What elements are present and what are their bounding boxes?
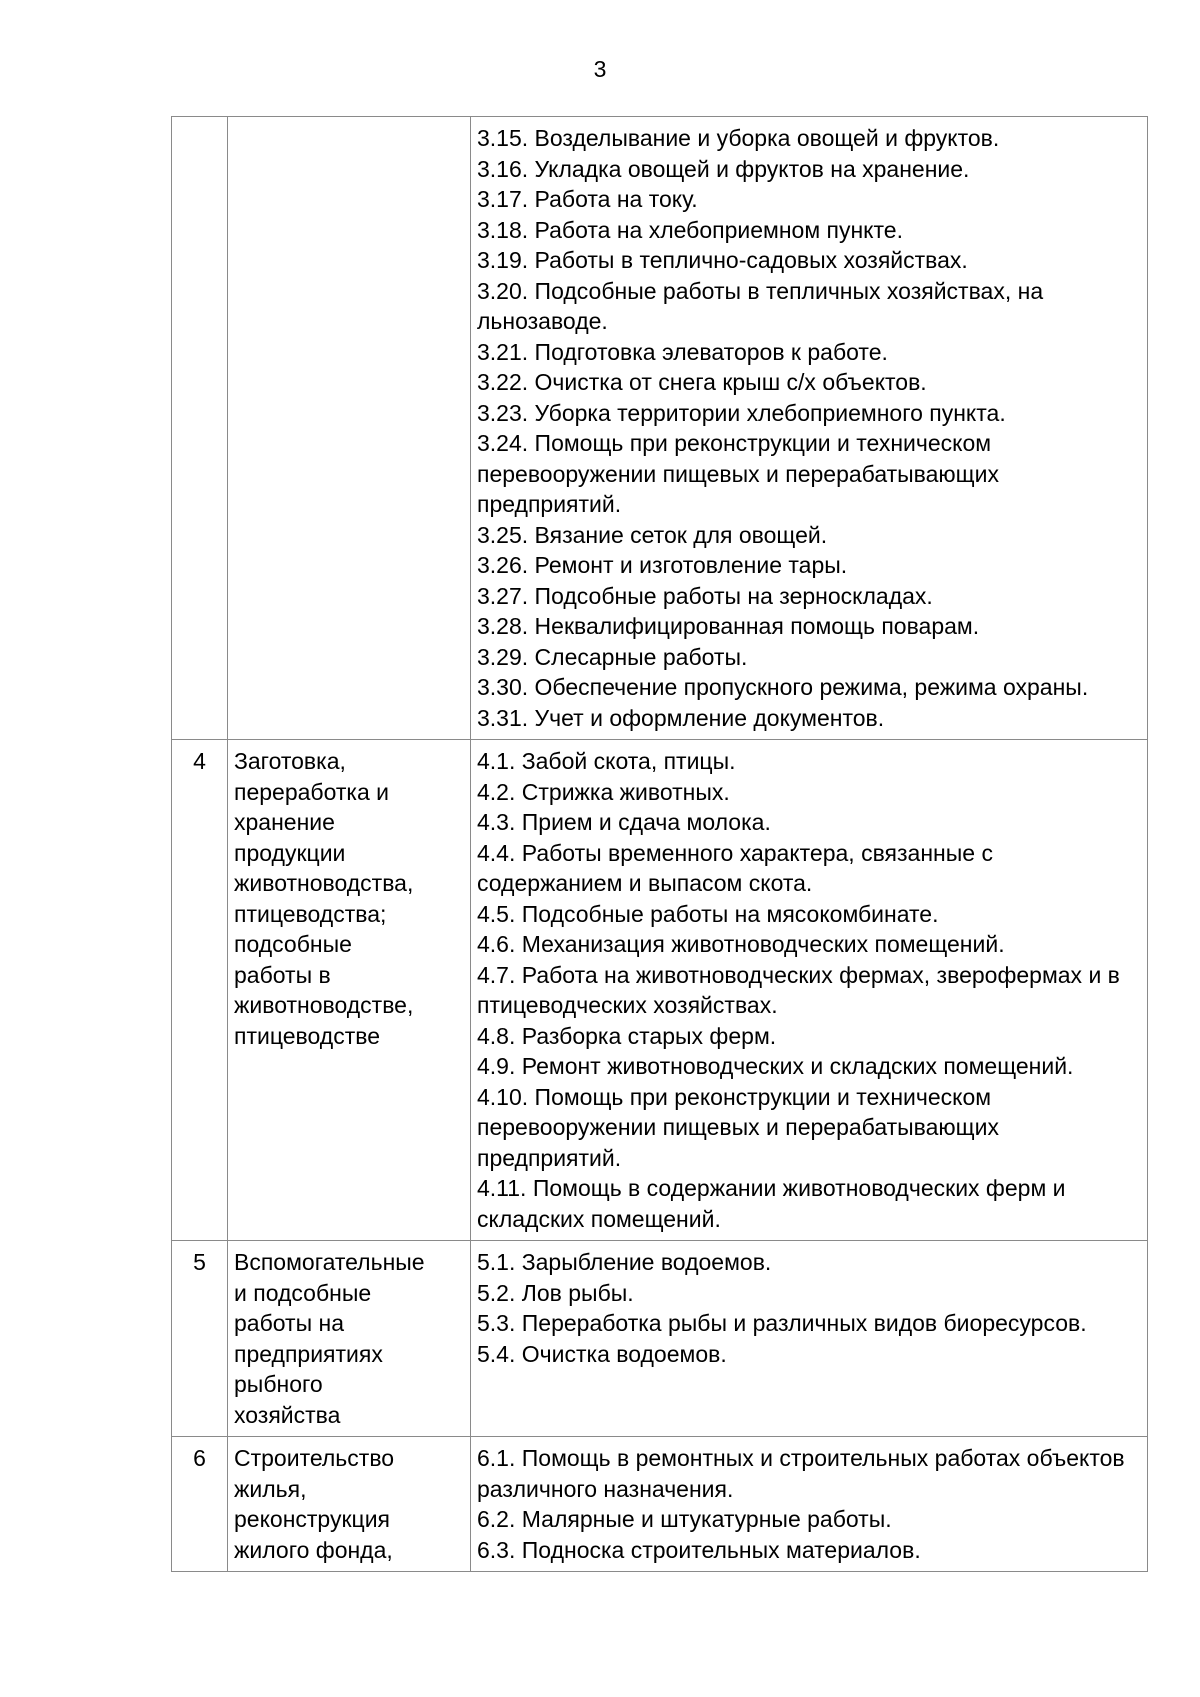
category-name-line: реконструкция [234, 1506, 391, 1532]
works-table [171, 116, 1148, 1572]
table-body [172, 117, 1148, 1572]
row-number-cell: 4 [172, 740, 228, 1241]
category-name-line: предприятиях [234, 1340, 383, 1367]
category-name-line: животноводства, [234, 870, 414, 896]
category-name-line: хранение [234, 809, 335, 835]
work-item: 3.17. Работа на току. [477, 186, 698, 212]
work-item: 3.31. Учет и оформление документов. [477, 704, 885, 731]
works-list-cell [471, 1437, 1148, 1572]
work-item: 4.11. Помощь в содержании животноводческих ферм и складских помещений. [477, 1175, 1066, 1232]
category-name-line: жилья, [234, 1475, 307, 1502]
work-item: 3.24. Помощь при реконструкции и техническом перевооружении пищевых и перерабатывающих предприятий. [477, 430, 999, 517]
category-name-line: Строительство [234, 1445, 395, 1471]
work-item: 4.2. Стрижка животных. [477, 778, 730, 805]
work-item: 3.20. Подсобные работы в тепличных хозяйствах, на льнозаводе. [477, 277, 1044, 334]
work-item: 3.19. Работы в теплично-садовых хозяйствах. [477, 247, 968, 273]
row-number-cell [172, 117, 228, 740]
works-list-cell [471, 1241, 1148, 1437]
work-item: 4.4. Работы временного характера, связанные с содержанием и выпасом скота. [477, 839, 993, 896]
work-item: 4.6. Механизация животноводческих помещений. [477, 931, 1005, 957]
row-number-cell: 6 [172, 1437, 228, 1572]
work-item: 3.16. Укладка овощей и фруктов на хранение. [477, 155, 970, 182]
category-name-line: подсобные [234, 931, 352, 957]
page-number: 3 [593, 56, 607, 82]
category-name-line: животноводстве, [234, 992, 414, 1018]
work-item: 4.7. Работа на животноводческих фермах, зверофермах и в птицеводческих хозяйствах. [477, 961, 1120, 1018]
work-item: 3.30. Обеспечение пропускного режима, режима охраны. [477, 674, 1089, 700]
work-item: 3.18. Работа на хлебоприемном пункте. [477, 216, 903, 243]
work-item: 4.5. Подсобные работы на мясокомбинате. [477, 900, 939, 927]
category-name-line: работы в [234, 961, 331, 988]
category-name-line: и подсобные [234, 1279, 372, 1306]
category-name-line: хозяйства [234, 1401, 341, 1428]
table-row [172, 1437, 1148, 1572]
category-name-cell [228, 1437, 471, 1572]
category-name-line: продукции [234, 839, 346, 866]
category-name-line: жилого фонда, [234, 1536, 393, 1563]
category-name-line: Заготовка, [234, 748, 346, 774]
table-row [172, 117, 1148, 740]
work-item: 4.9. Ремонт животноводческих и складских помещений. [477, 1053, 1074, 1079]
category-name-line: работы на [234, 1310, 344, 1336]
work-item: 3.26. Ремонт и изготовление тары. [477, 552, 848, 578]
category-name-cell [228, 1241, 471, 1437]
work-item: 6.3. Подноска строительных материалов. [477, 1536, 921, 1563]
work-item: 6.1. Помощь в ремонтных и строительных работах объектов различного назначения. [477, 1445, 1125, 1502]
work-item: 6.2. Малярные и штукатурные работы. [477, 1506, 892, 1532]
work-item: 5.3. Переработка рыбы и различных видов биоресурсов. [477, 1310, 1087, 1336]
works-list-cell [471, 117, 1148, 740]
work-item: 3.27. Подсобные работы на зерноскладах. [477, 582, 933, 609]
work-item: 3.23. Уборка территории хлебоприемного пункта. [477, 399, 1006, 426]
work-item: 5.4. Очистка водоемов. [477, 1340, 727, 1367]
category-name-cell [228, 740, 471, 1241]
work-item: 3.15. Возделывание и уборка овощей и фруктов. [477, 125, 1000, 151]
category-name-line: птицеводства; [234, 900, 387, 927]
work-item: 4.1. Забой скота, птицы. [477, 748, 736, 774]
work-item: 4.8. Разборка старых ферм. [477, 1022, 777, 1049]
category-name-cell [228, 117, 471, 740]
table-row [172, 740, 1148, 1241]
work-item: 5.1. Зарыбление водоемов. [477, 1249, 772, 1275]
work-item: 4.3. Прием и сдача молока. [477, 809, 771, 835]
work-item: 3.25. Вязание сеток для овощей. [477, 521, 828, 548]
work-item: 3.28. Неквалифицированная помощь поварам. [477, 613, 980, 639]
works-list-cell [471, 740, 1148, 1241]
work-item: 3.29. Слесарные работы. [477, 643, 748, 670]
work-item: 3.22. Очистка от снега крыш с/х объектов. [477, 369, 927, 395]
category-name-line: птицеводстве [234, 1022, 380, 1049]
category-name-line: Вспомогательные [234, 1249, 425, 1275]
work-item: 5.2. Лов рыбы. [477, 1279, 634, 1306]
row-number-cell: 5 [172, 1241, 228, 1437]
category-name-line: переработка и [234, 778, 390, 805]
category-name-line: рыбного [234, 1371, 323, 1397]
work-item: 4.10. Помощь при реконструкции и техническом перевооружении пищевых и перерабатывающих предприятий. [477, 1083, 999, 1171]
table-row [172, 1241, 1148, 1437]
work-item: 3.21. Подготовка элеваторов к работе. [477, 338, 888, 365]
